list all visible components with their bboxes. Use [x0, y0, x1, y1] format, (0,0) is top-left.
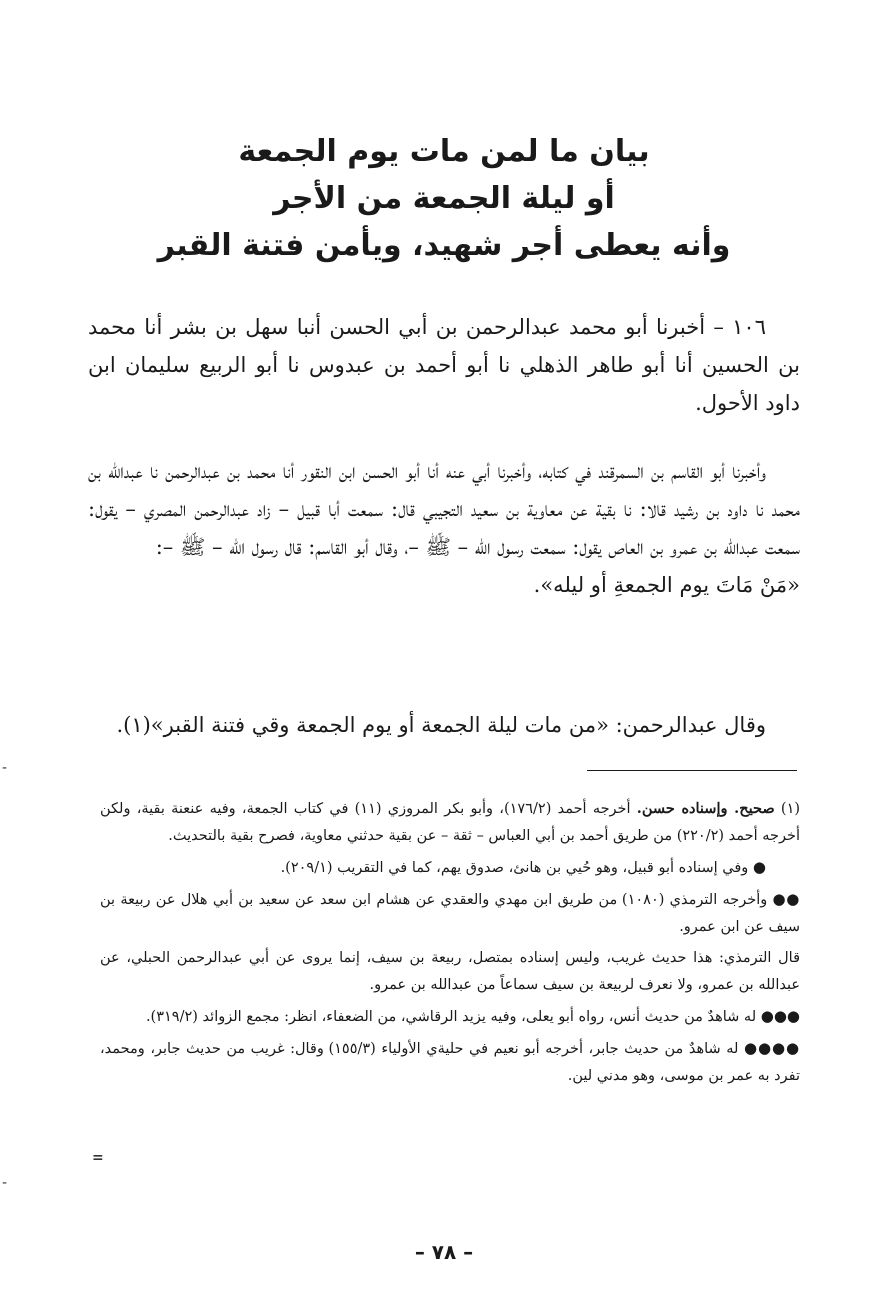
footnote-grade: صحيح. وإسناده حسن. [636, 800, 775, 817]
heading-line-2: أو ليلة الجمعة من الأجر [273, 181, 615, 216]
bullet-marker-2: ●● [772, 890, 800, 908]
footnotes-section [100, 795, 800, 1094]
footnote-note-2-continued: قال الترمذي: هذا حديث غريب، وليس إسناده بمتصل، ربيعة بن سيف، إنما يروى عن أبي عبدالرحمن الحبلي، عن عبدالله بن عمرو، ولا نعرف لربيعة بن سيف سماعاً من عبدالله بن عمرو. [100, 950, 800, 993]
hadith-isnad-paragraph-1 [88, 308, 800, 422]
footnote-note-1 [100, 854, 766, 882]
footnote-marker: (١) [780, 801, 801, 817]
footnote-1 [100, 795, 800, 850]
heading-line-1: بيان ما لمن مات يوم الجمعة [238, 134, 650, 169]
hadith-matn-quote: «مَنْ مَاتَ يوم الجمعةِ أو ليله». [533, 573, 800, 597]
chapter-heading [120, 128, 768, 269]
margin-tick-lower: - [2, 1175, 8, 1191]
page-number: – ٧٨ – [414, 1240, 474, 1264]
footnote-divider [587, 770, 797, 771]
hadith-isnad-paragraph-2 [88, 452, 800, 604]
footnote-note-4 [100, 1035, 800, 1090]
margin-tick-upper: - [2, 760, 8, 776]
heading-line-3: وأنه يعطى أجر شهيد، ويأمن فتنة القبر [157, 228, 731, 263]
footnote-note-2-text: وأخرجه الترمذي (١٠٨٠) من طريق ابن مهدي والعقدي عن هشام ابن سعد عن سعيد بن أبي هلال عن ربيعة بن سيف عن ابن عمرو. [100, 892, 800, 935]
bullet-marker-4: ●●●● [743, 1039, 801, 1057]
paragraph-2-text: وأخبرنا أبو القاسم بن السمرقند في كتابه، وأخبرنا أبي عنه أنا أبو الحسن ابن النقور أنا محمد بن عبدالرحمن نا عبدالله بن محمد نا داود بن رشيد قالا: نا بقية عن معاوية بن سعيد التجيبي قال: سمعت أبا قبيل – زاد عبدالرحمن المصري – يقول: سمعت عبدالله بن عمرو بن العاص يقول: سمعت رسول الله – ﷺ –، وقال أبو القاسم: قال رسول الله – ﷺ –: [88, 459, 800, 559]
footnote-note-1-text: وفي إسناده أبو قبيل، وهو حُيي بن هانئ، صدوق يهم، كما في التقريب (٢٠٩/١). [280, 860, 749, 876]
footnote-note-3 [100, 1003, 800, 1031]
footnote-note-3-text: له شاهدٌ من حديث أنس، رواه أبو يعلى، وفيه يزيد الرقاشي، من الضعفاء، انظر: مجمع الزوائد (٣١٩/٢). [145, 1009, 757, 1025]
bullet-marker-1: ● [752, 858, 766, 876]
continuation-mark: = [92, 1150, 104, 1166]
paragraph-1-text: ١٠٦ – أخبرنا أبو محمد عبدالرحمن بن أبي الحسن أنبا سهل بن بشر أنا محمد بن الحسين أنا أبو طاهر الذهلي نا أبو أحمد بن عبدوس نا أبو الربيع سليمان ابن داود الأحول. [88, 315, 800, 415]
footnote-note-4-text: له شاهدٌ من حديث جابر، أخرجه أبو نعيم في حليةي الأولياء (١٥٥/٣) وقال: غريب من حديث جابر، ومحمد، تفرد به عمر بن موسى، وهو مدني لين. [100, 1041, 800, 1084]
hadith-variant-paragraph [88, 706, 800, 744]
bullet-marker-3: ●●● [760, 1007, 800, 1025]
paragraph-3-text: وقال عبدالرحمن: «من مات ليلة الجمعة أو يوم الجمعة وقي فتنة القبر»(١). [116, 713, 766, 737]
footnote-1-text: أخرجه أحمد (١٧٦/٢)، وأبو بكر المروزي (١١) في كتاب الجمعة، وفيه عنعنة بقية، ولكن أخرجه أحمد (٢٢٠/٢) من طريق أحمد بن أبي العباس – ثقة – عن بقية حدثني معاوية، فصرح بقية بالتحديث. [100, 801, 800, 844]
footnote-note-2 [100, 886, 800, 941]
